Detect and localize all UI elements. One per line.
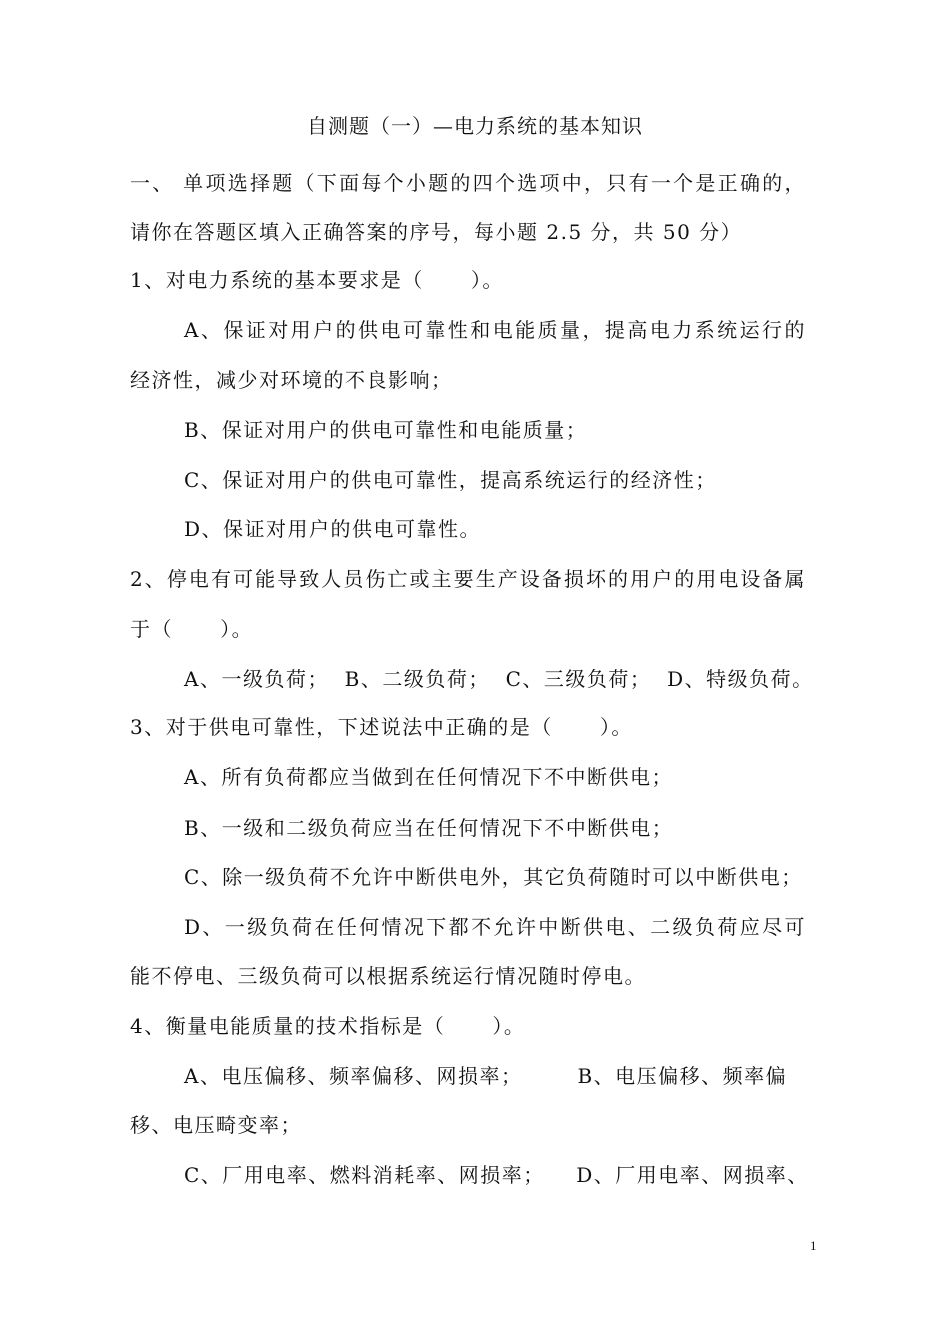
question-1-option-d: D、保证对用户的供电可靠性。: [184, 517, 482, 541]
question-2-stem-line-2: 于（ ）。: [130, 617, 254, 641]
question-3-option-b: B、一级和二级负荷应当在任何情况下不中断供电；: [184, 816, 674, 840]
section-heading-line-2: 请你在答题区填入正确答案的序号，每小题 2.5 分，共 50 分）: [130, 220, 743, 244]
page-number: 1: [810, 1238, 817, 1253]
question-2-stem-line-1: 2、停电有可能导致人员伤亡或主要生产设备损坏的用户的用电设备属: [130, 567, 806, 591]
question-2-options: A、一级负荷； B、二级负荷； C、三级负荷； D、特级负荷。: [184, 667, 814, 691]
question-1-option-c: C、保证对用户的供电可靠性，提高系统运行的经济性；: [184, 468, 717, 492]
section-heading-line-1: 一、 单项选择题（下面每个小题的四个选项中，只有一个是正确的，: [130, 171, 806, 195]
question-1-stem: 1、对电力系统的基本要求是（ ）。: [130, 268, 504, 292]
question-3-option-d-line-1: D、一级负荷在任何情况下都不允许中断供电、二级负荷应尽可: [184, 915, 806, 939]
question-1-option-b: B、保证对用户的供电可靠性和电能质量；: [184, 418, 588, 442]
question-1-option-a-line-1: A、保证对用户的供电可靠性和电能质量，提高电力系统运行的: [184, 318, 806, 342]
question-3-stem: 3、对于供电可靠性，下述说法中正确的是（ ）。: [130, 715, 633, 739]
question-4-options-ab-line-2: 移、电压畸变率；: [130, 1113, 302, 1137]
question-1-option-a-line-2: 经济性，减少对环境的不良影响；: [130, 368, 453, 392]
question-3-option-c: C、除一级负荷不允许中断供电外，其它负荷随时可以中断供电；: [184, 865, 803, 889]
page-title: 自测题（一）—电力系统的基本知识: [307, 114, 643, 138]
question-3-option-a: A、所有负荷都应当做到在任何情况下不中断供电；: [184, 765, 673, 789]
question-4-stem: 4、衡量电能质量的技术指标是（ ）。: [130, 1014, 526, 1038]
question-3-option-d-line-2: 能不停电、三级负荷可以根据系统运行情况随时停电。: [130, 964, 646, 988]
question-4-options-ab-line-1: A、电压偏移、频率偏移、网损率； B、电压偏移、频率偏: [184, 1064, 788, 1088]
question-4-options-cd-line-1: C、厂用电率、燃料消耗率、网损率； D、厂用电率、网损率、: [184, 1163, 809, 1187]
